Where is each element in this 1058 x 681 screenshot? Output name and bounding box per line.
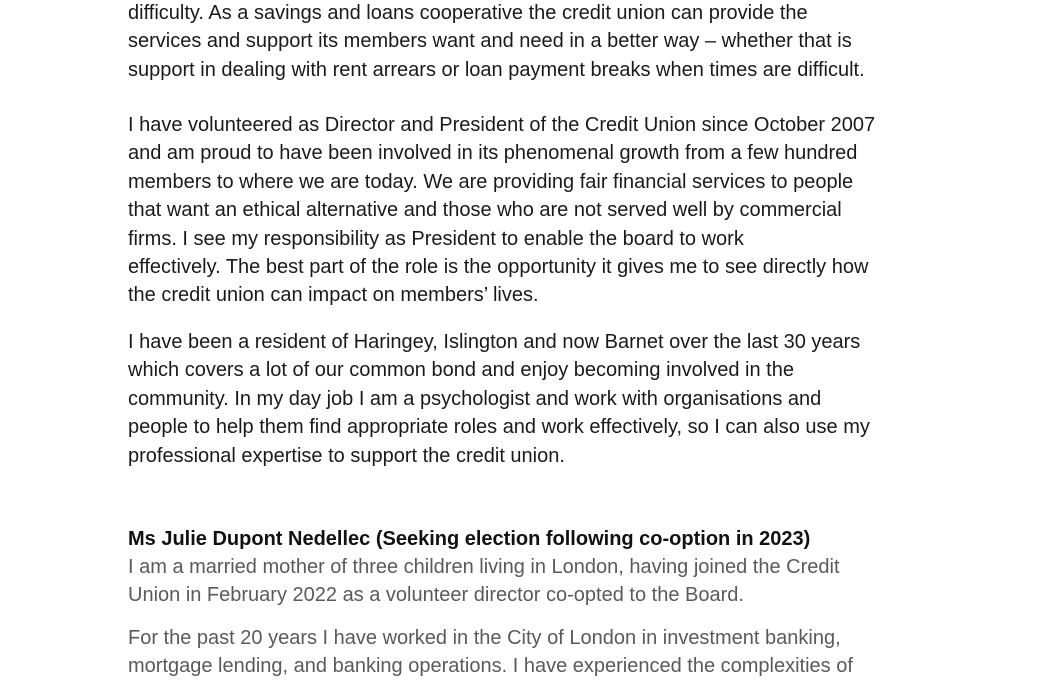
text-line: For the past 20 years I have worked in the City of London in investment banking,: [128, 627, 841, 649]
paragraph-candidate-intro: [128, 553, 840, 610]
paragraph-motivation-continued: [128, 0, 865, 84]
text-line: that want an ethical alternative and those who are not served well by commercial: [128, 199, 842, 222]
text-line: I have been a resident of Haringey, Islington and now Barnet over the last 30 years: [128, 331, 861, 353]
text-line: the credit union can impact on members’ lives.: [128, 284, 539, 307]
text-line: effectively. The best part of the role is the opportunity it gives me to see directly how: [128, 256, 869, 279]
text-line: I have volunteered as Director and President of the Credit Union since October 2007: [128, 114, 876, 136]
text-line: and am proud to have been involved in its phenomenal growth from a few hundred: [128, 142, 858, 165]
text-line: support in dealing with rent arrears or loan payment breaks when times are difficult.: [128, 58, 865, 81]
paragraph-residence-background: [128, 328, 870, 470]
text-line: firms. I see my responsibility as President to enable the board to work: [128, 227, 744, 250]
paragraph-president-experience: [128, 111, 875, 310]
candidate-heading: [128, 525, 810, 553]
text-line: mortgage lending, and banking operations. I have experienced the complexities of: [128, 655, 853, 678]
candidate-heading-text: Ms Julie Dupont Nedellec (Seeking election following co-option in 2023): [128, 528, 811, 550]
text-line: I am a married mother of three children living in London, having joined the Credit: [128, 556, 840, 578]
paragraph-candidate-career: [128, 624, 853, 681]
text-line: services and support its members want and need in a better way – whether that is: [128, 30, 852, 53]
text-line: members to where we are today. We are providing fair financial services to people: [128, 170, 854, 193]
text-line: community. In my day job I am a psychologist and work with organisations and: [128, 387, 822, 410]
text-line: Union in February 2022 as a volunteer director co-opted to the Board.: [128, 584, 744, 607]
text-line: difficulty. As a savings and loans cooperative the credit union can provide the: [128, 2, 808, 24]
text-line: professional expertise to support the credit union.: [128, 444, 565, 467]
text-line: people to help them find appropriate roles and work effectively, so I can also use my: [128, 416, 870, 439]
text-line: which covers a lot of our common bond and enjoy becoming involved in the: [128, 359, 794, 382]
